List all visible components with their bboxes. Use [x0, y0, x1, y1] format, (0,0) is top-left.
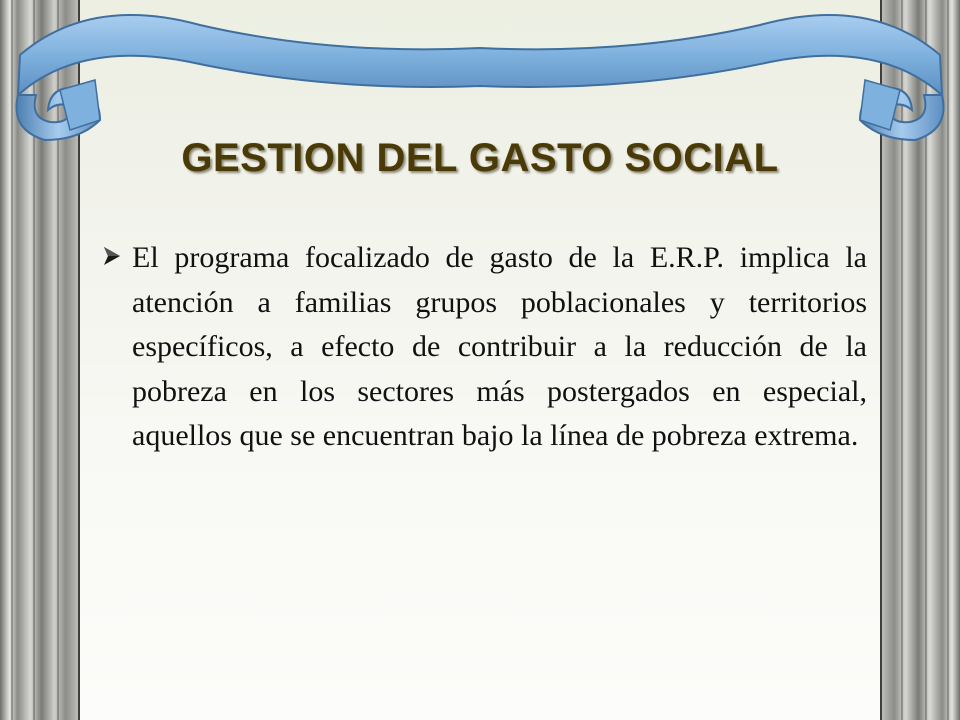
- arrow-right-bullet-icon: [100, 244, 124, 268]
- bullet-text: El programa focalizado de gasto de la E.R.P. implica la atención a familias grupos poblacionales y territorios específicos, a efecto de contribuir a la reducción de la pobreza en los sectores más postergados en especial, aquellos que se encuentran bajo la línea de pobreza extrema.: [132, 241, 867, 452]
- slide-title: GESTION DEL GASTO SOCIAL: [181, 136, 779, 180]
